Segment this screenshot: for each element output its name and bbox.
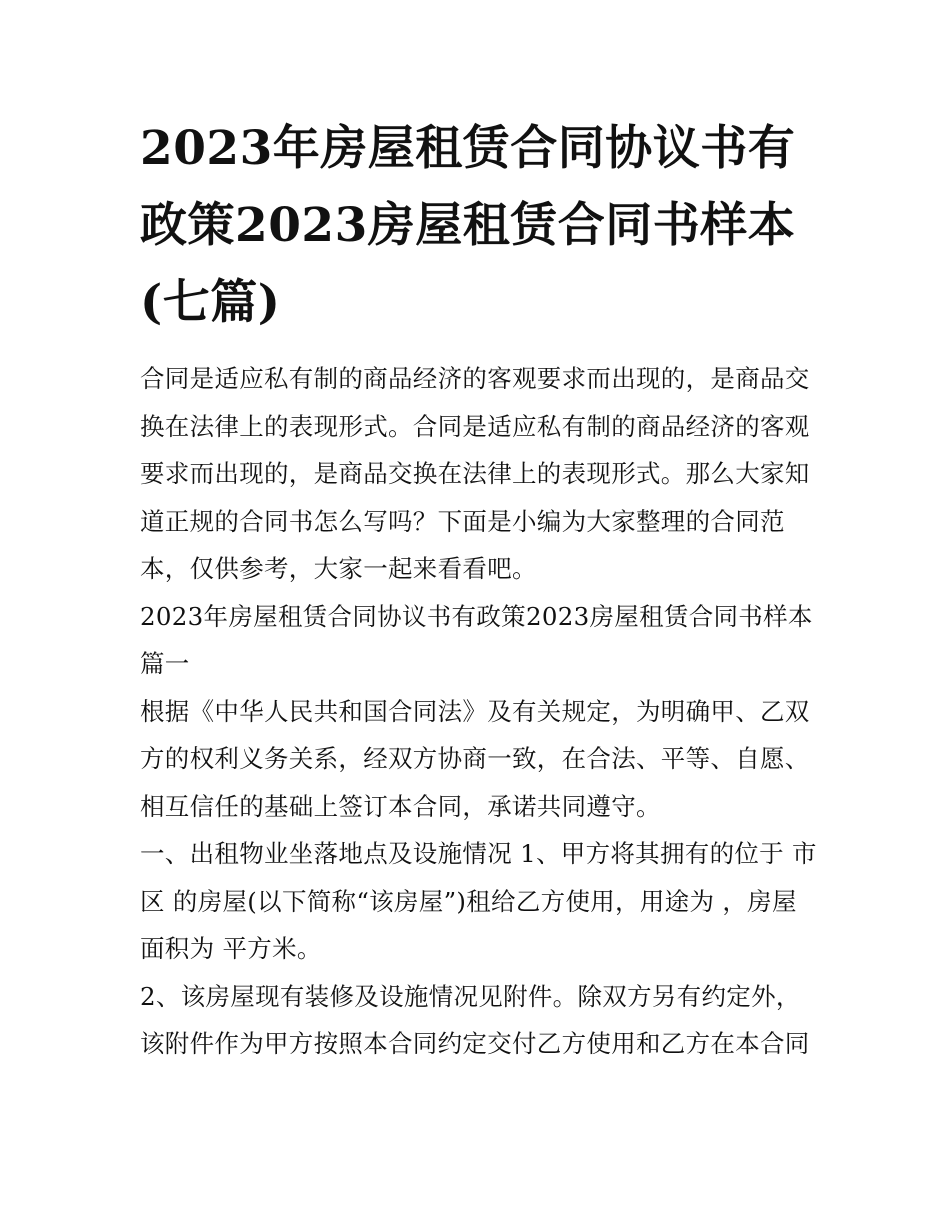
clause-paragraph: 一、出租物业坐落地点及设施情况 1、甲方将其拥有的位于 市区 的房屋(以下简称“该房屋”)租给乙方使用，用途为 ，房屋面积为 平方米。 [140,839,817,963]
document-body [140,355,820,1068]
preamble-paragraph: 根据《中华人民共和国合同法》及有关规定，为明确甲、乙双方的权利义务关系，经双方协商一致，在合法、平等、自愿、相互信任的基础上签订本合同，承诺共同遵守。 [140,696,810,821]
clause-paragraph: 2、该房屋现有装修及设施情况见附件。除双方另有约定外，该附件作为甲方按照本合同约定交付乙方使用和乙方在本合同 [140,981,810,1058]
document-title: 2023年房屋租赁合同协议书有政策2023房屋租赁合同书样本(七篇) [140,121,796,330]
section-heading: 2023年房屋租赁合同协议书有政策2023房屋租赁合同书样本篇一 [140,601,813,678]
intro-paragraph: 合同是适应私有制的商品经济的客观要求而出现的，是商品交换在法律上的表现形式。合同是适应私有制的商品经济的客观要求而出现的，是商品交换在法律上的表现形式。那么大家知道正规的合同书怎么写吗？下面是小编为大家整理的合同范本，仅供参考，大家一起来看看吧。 [140,364,810,583]
